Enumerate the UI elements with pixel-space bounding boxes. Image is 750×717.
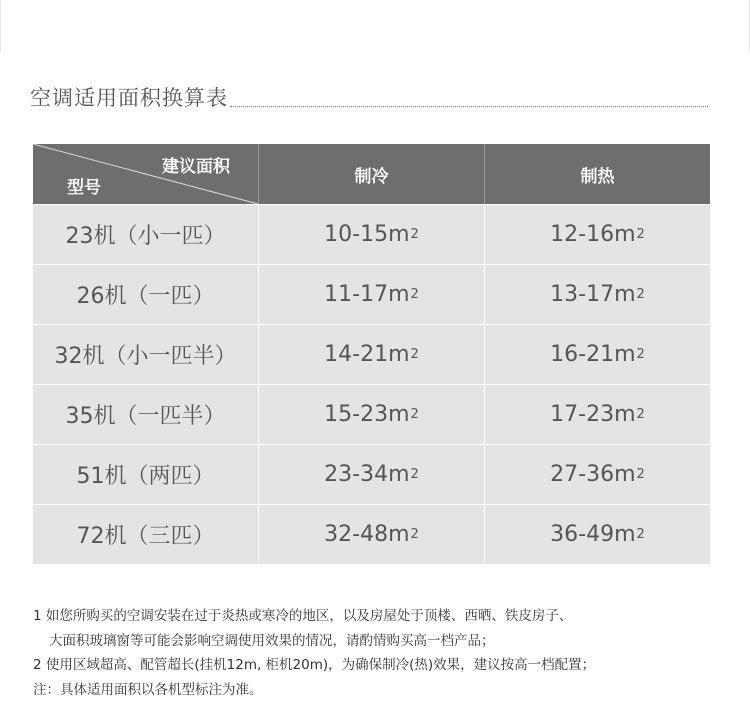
- heating-cell: [484, 445, 710, 504]
- unit-superscript: 2: [410, 227, 419, 242]
- unit-superscript: 2: [636, 527, 645, 542]
- title-dotted-rule: [230, 106, 708, 107]
- cooling-value: 11-17m: [324, 282, 410, 307]
- cooling-value: 32-48m: [324, 522, 410, 547]
- heating-cell: [484, 385, 710, 444]
- table-row: [33, 504, 710, 564]
- cooling-value: 23-34m: [324, 462, 410, 487]
- heating-value: 13-17m: [550, 282, 636, 307]
- heating-value: 27-36m: [550, 462, 636, 487]
- heating-cell: [484, 325, 710, 384]
- heating-value: 36-49m: [550, 522, 636, 547]
- heating-cell: [484, 505, 710, 564]
- note-line-1-continued: 大面积玻璃窗等可能会影响空调使用效果的情况，请酌情购买高一档产品；: [49, 632, 495, 649]
- header-model: 型号: [67, 178, 101, 198]
- table-row: [33, 324, 710, 384]
- cooling-value: 14-21m: [324, 342, 410, 367]
- heating-value: 16-21m: [550, 342, 636, 367]
- heating-value: 12-16m: [550, 222, 636, 247]
- unit-superscript: 2: [410, 287, 419, 302]
- cooling-value: 10-15m: [324, 222, 410, 247]
- model-cell: 72机（三匹）: [76, 524, 215, 549]
- header-suggested-area: 建议面积: [162, 157, 230, 177]
- table-row: [33, 384, 710, 444]
- table-row: [33, 204, 710, 264]
- unit-superscript: 2: [410, 347, 419, 362]
- model-cell: 35机（一匹半）: [65, 404, 226, 429]
- notes-section: [33, 604, 723, 702]
- cooling-cell: [258, 325, 484, 384]
- unit-superscript: 2: [636, 227, 645, 242]
- corner-header-cell: [33, 144, 258, 204]
- title-row: [30, 84, 708, 110]
- model-cell: 26机（一匹）: [76, 284, 215, 309]
- cooling-value: 15-23m: [324, 402, 410, 427]
- model-cell: 51机（两匹）: [76, 464, 215, 489]
- heating-cell: [484, 265, 710, 324]
- top-frame: [0, 0, 750, 52]
- page-title: 空调适用面积换算表: [30, 86, 228, 110]
- table-header: [33, 144, 710, 204]
- model-cell: 23机（小一匹）: [65, 224, 226, 249]
- cooling-cell: [258, 505, 484, 564]
- table-row: [33, 264, 710, 324]
- unit-superscript: 2: [636, 287, 645, 302]
- heating-cell: [484, 205, 710, 264]
- cooling-cell: [258, 445, 484, 504]
- header-cooling: 制冷: [258, 144, 484, 204]
- unit-superscript: 2: [636, 407, 645, 422]
- unit-superscript: 2: [410, 467, 419, 482]
- unit-superscript: 2: [636, 347, 645, 362]
- model-cell: 32机（小一匹半）: [54, 344, 237, 369]
- cooling-cell: [258, 265, 484, 324]
- heating-value: 17-23m: [550, 402, 636, 427]
- unit-superscript: 2: [410, 527, 419, 542]
- cooling-cell: [258, 385, 484, 444]
- unit-superscript: 2: [636, 467, 645, 482]
- header-heating: 制热: [484, 144, 710, 204]
- note-remark: 注：具体适用面积以各机型标注为准。: [33, 681, 263, 698]
- unit-superscript: 2: [410, 407, 419, 422]
- table-row: [33, 444, 710, 504]
- note-line-1: 1 如您所购买的空调安装在过于炎热或寒冷的地区，以及房屋处于顶楼、西晒、铁皮房子、: [33, 608, 573, 624]
- area-conversion-table: [33, 144, 710, 564]
- note-line-2: 2 使用区域超高、配管超长(挂机12m, 柜机20m)，为确保制冷(热)效果，建议按高一档配置；: [33, 657, 596, 673]
- cooling-cell: [258, 205, 484, 264]
